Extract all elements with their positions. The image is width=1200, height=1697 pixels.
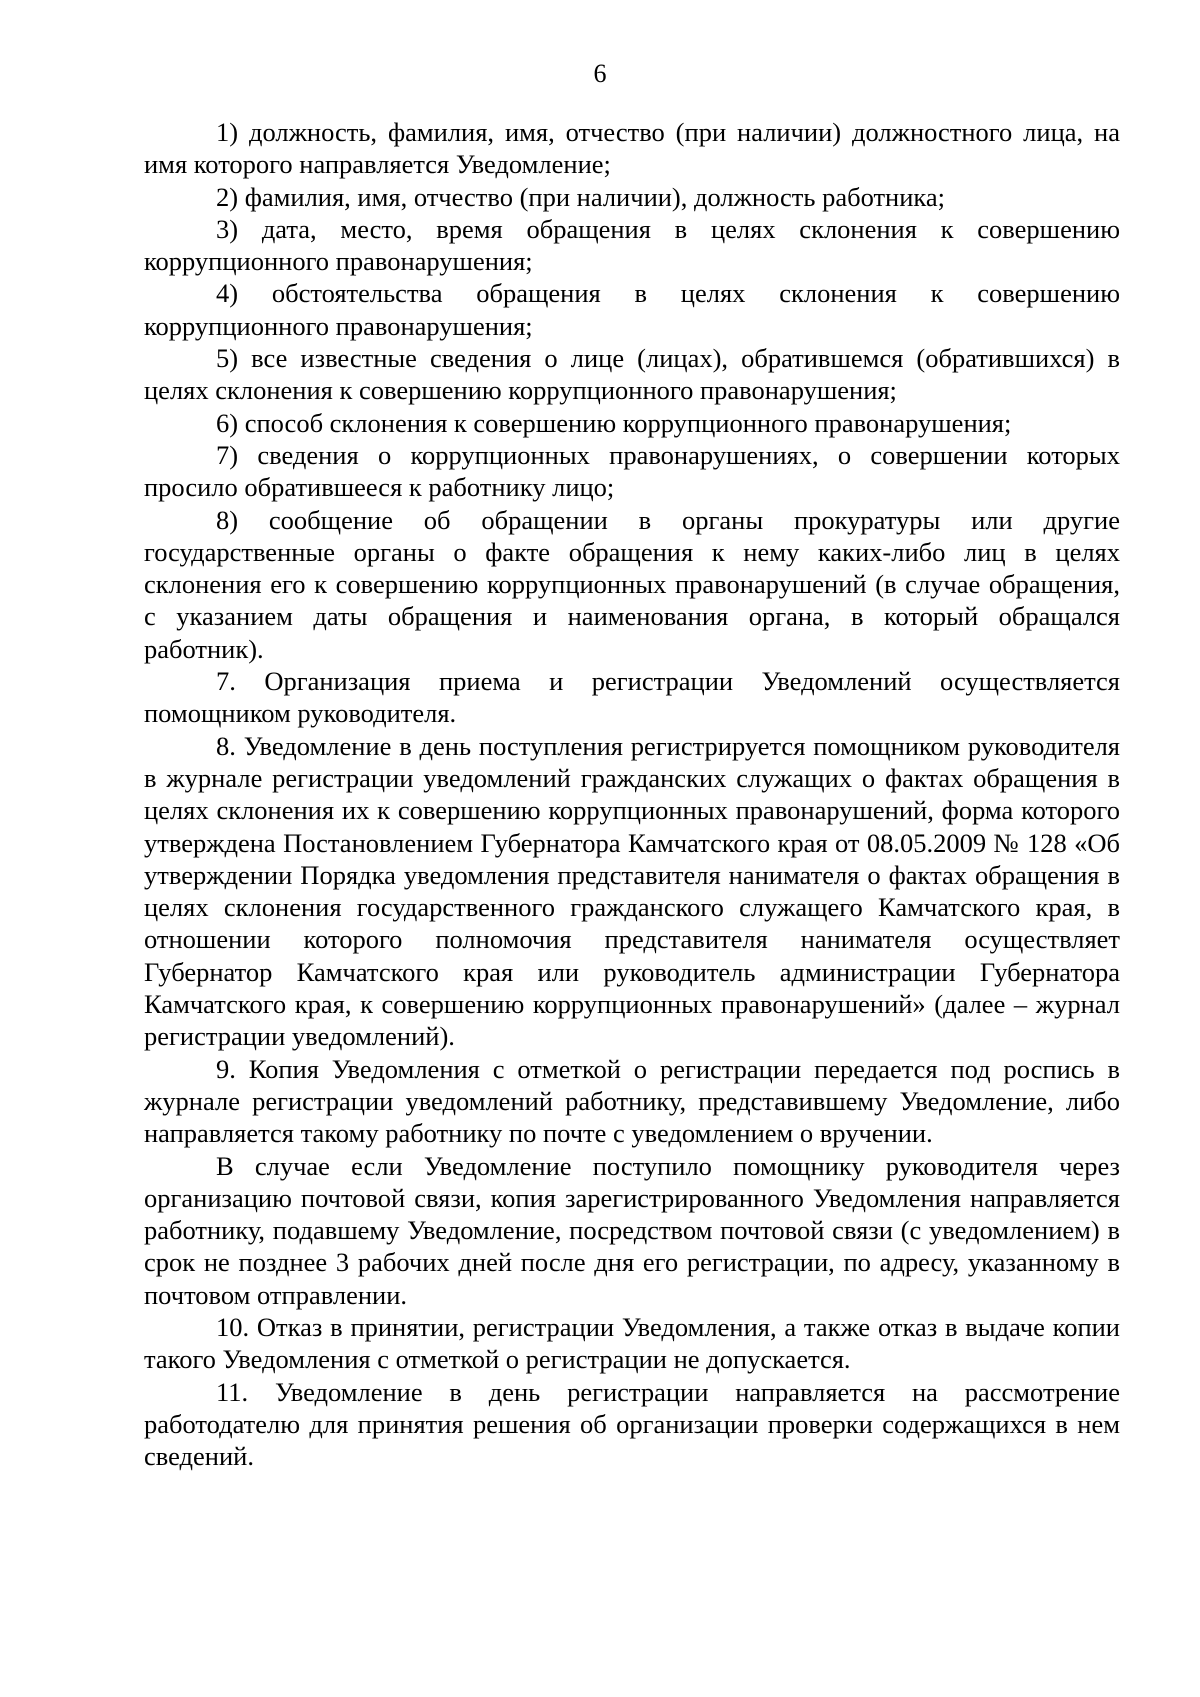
paragraph-item-8: 8) сообщение об обращении в органы прокуратуры или другие государственные органы о факте обращения к нему каких-либо лиц в целях склонения его к совершению коррупционных правонарушений (в случае обращения, с указанием даты обращения и наименования органа, в который обращался работник). (144, 504, 1120, 664)
paragraph-postal-case: В случае если Уведомление поступило помощнику руководителя через организацию почтовой связи, копия зарегистрированного Уведомления направляется работнику, подавшему Уведомление, посредством почтовой связи (с уведомлением) в срок не позднее 3 рабочих дней после дня его регистрации, по адресу, указанному в почтовом отправлении. (144, 1150, 1120, 1310)
paragraph-item-1: 1) должность, фамилия, имя, отчество (при наличии) должностного лица, на имя которого направляется Уведомление; (144, 117, 1120, 180)
paragraph-section-7: 7. Организация приема и регистрации Уведомлений осуществляется помощником руководителя. (144, 666, 1120, 729)
paragraph-section-10: 10. Отказ в принятии, регистрации Уведомления, а также отказ в выдаче копии такого Уведомления с отметкой о регистрации не допускается. (144, 1311, 1120, 1375)
paragraph-item-7: 7) сведения о коррупционных правонарушениях, о совершении которых просило обратившееся к работнику лицо; (144, 439, 1120, 503)
document-body (144, 116, 1120, 1472)
paragraph-section-11: 11. Уведомление в день регистрации направляется на рассмотрение работодателю для принятия решения об организации проверки содержащихся в нем сведений. (144, 1376, 1120, 1472)
paragraph-item-6: 6) способ склонения к совершению коррупционного правонарушения; (216, 407, 1012, 438)
paragraph-item-2: 2) фамилия, имя, отчество (при наличии), должность работника; (216, 181, 946, 212)
paragraph-item-5: 5) все известные сведения о лице (лицах), обратившемся (обратившихся) в целях склонения к совершению коррупционного правонарушения; (144, 343, 1120, 406)
paragraph-section-8: 8. Уведомление в день поступления регистрируется помощником руководителя в журнале регистрации уведомлений гражданских служащих о фактах обращения в целях склонения их к совершению коррупционных правонарушений, форма которого утверждена Постановлением Губернатора Камчатского края от 08.05.2009 № 128 «Об утверждении Порядка уведомления представителя нанимателя о фактах обращения в целях склонения государственного гражданского служащего Камчатского края, в отношении которого полномочия представителя нанимателя осуществляет Губернатор Камчатского края или руководитель администрации Губернатора Камчатского края, к совершению коррупционных правонарушений» (далее – журнал регистрации уведомлений). (144, 730, 1120, 1052)
paragraph-item-3: 3) дата, место, время обращения в целях склонения к совершению коррупционного правонарушения; (144, 213, 1120, 277)
paragraph-section-9: 9. Копия Уведомления с отметкой о регистрации передается под роспись в журнале регистрации уведомлений работнику, представившему Уведомление, либо направляется такому работнику по почте с уведомлением о вручении. (144, 1053, 1120, 1149)
page-number: 6 (593, 59, 607, 88)
paragraph-item-4: 4) обстоятельства обращения в целях склонения к совершению коррупционного правонарушения; (144, 278, 1120, 341)
